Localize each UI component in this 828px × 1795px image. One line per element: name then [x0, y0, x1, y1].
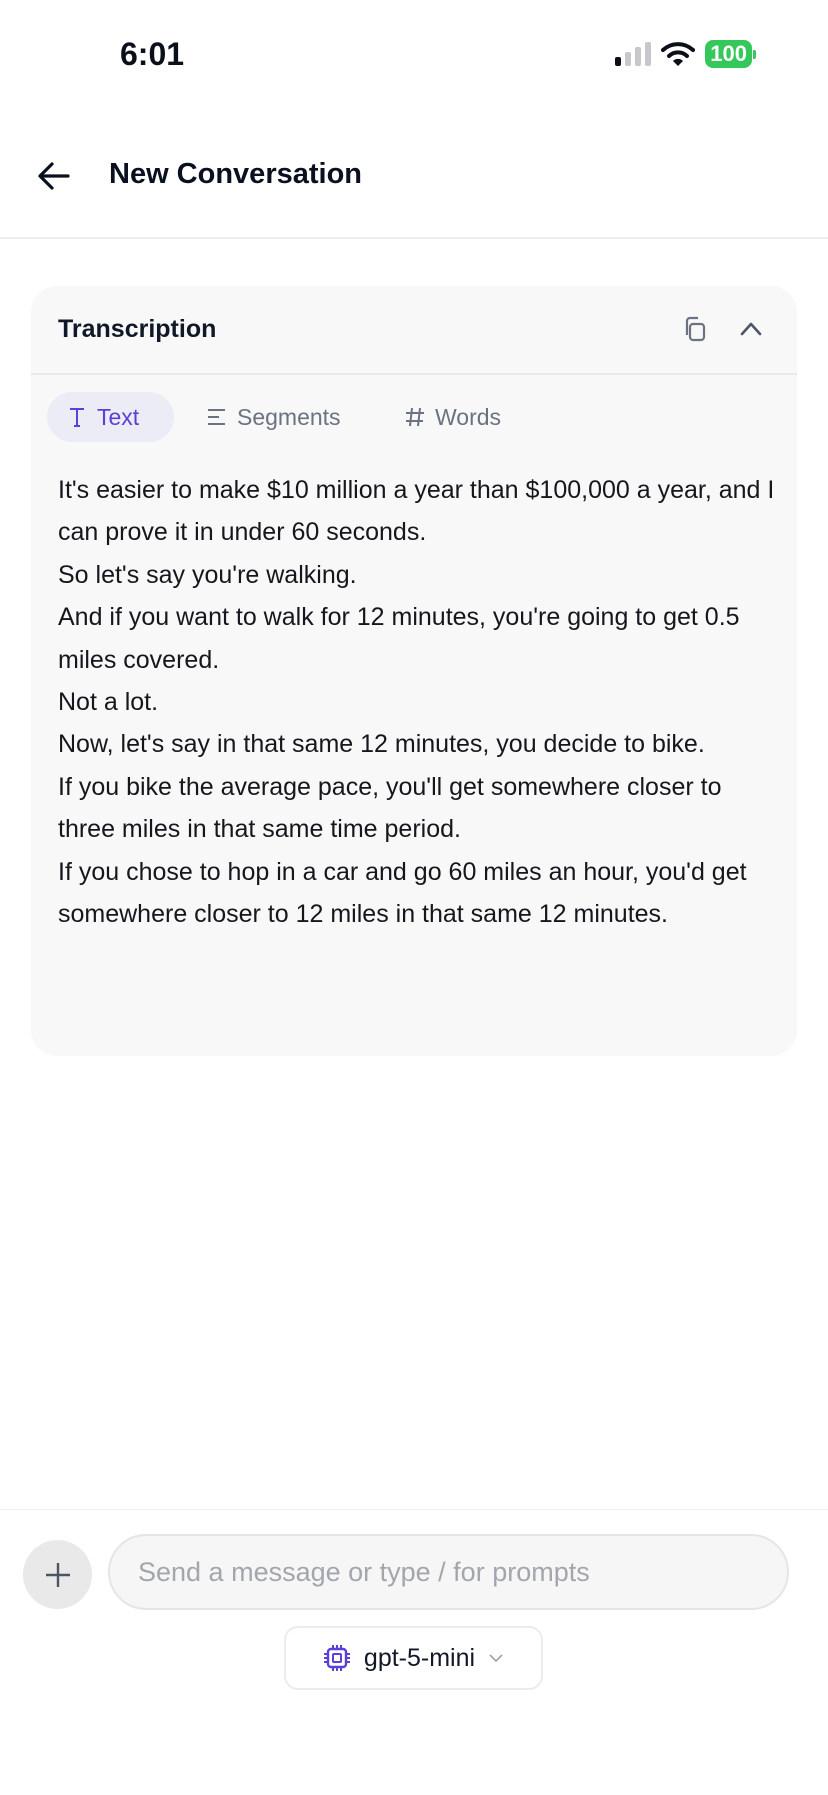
tab-label: Segments: [237, 403, 341, 430]
tab-label: Text: [97, 403, 140, 430]
lines-icon: [205, 405, 229, 429]
tab-segments[interactable]: [187, 392, 359, 442]
signal-icon: [615, 42, 651, 66]
transcript-line: If you chose to hop in a car and go 60 miles an hour, you'd get somewhere closer to 12 miles in that same 12 minutes.: [58, 857, 747, 929]
composer-divider: [0, 1509, 828, 1510]
tab-label: Words: [435, 403, 502, 430]
transcript-text: [58, 469, 778, 1014]
card-divider: [31, 373, 797, 375]
transcript-line: Now, let's say in that same 12 minutes, you decide to bike.: [58, 730, 705, 759]
chevron-up-icon[interactable]: [736, 314, 766, 344]
copy-icon[interactable]: [680, 314, 710, 344]
model-label: gpt-5-mini: [363, 1643, 476, 1672]
tab-words[interactable]: [385, 392, 519, 442]
plus-icon: [44, 1561, 72, 1589]
status-icons: [615, 40, 756, 68]
page-title: New Conversation: [109, 158, 362, 190]
add-button[interactable]: [23, 1540, 92, 1609]
transcript-line: So let's say you're walking.: [58, 560, 357, 589]
transcript-line: It's easier to make $10 million a year than $100,000 a year, and I can prove it in under 60 seconds.: [58, 476, 775, 547]
message-input[interactable]: [108, 1534, 789, 1610]
arrow-left-icon[interactable]: [36, 158, 72, 194]
battery-level: 100: [705, 40, 752, 68]
chevron-down-icon: [487, 1649, 505, 1667]
transcript-line: Not a lot.: [58, 688, 159, 717]
wifi-icon: [661, 41, 695, 67]
hash-icon: [403, 405, 427, 429]
tab-text[interactable]: [47, 392, 174, 442]
transcript-line: If you bike the average pace, you'll get somewhere closer to three miles in that same time period.: [58, 772, 722, 844]
header-divider: [0, 237, 828, 239]
text-icon: [65, 405, 89, 429]
model-selector[interactable]: [284, 1626, 543, 1690]
battery-icon: [705, 40, 756, 68]
card-title: Transcription: [58, 315, 217, 343]
status-time: 6:01: [120, 36, 185, 72]
cpu-icon: [322, 1643, 352, 1673]
transcription-card: [31, 286, 797, 1056]
transcript-line: And if you want to walk for 12 minutes, you're going to get 0.5 miles covered.: [58, 603, 740, 674]
header: [0, 140, 828, 212]
